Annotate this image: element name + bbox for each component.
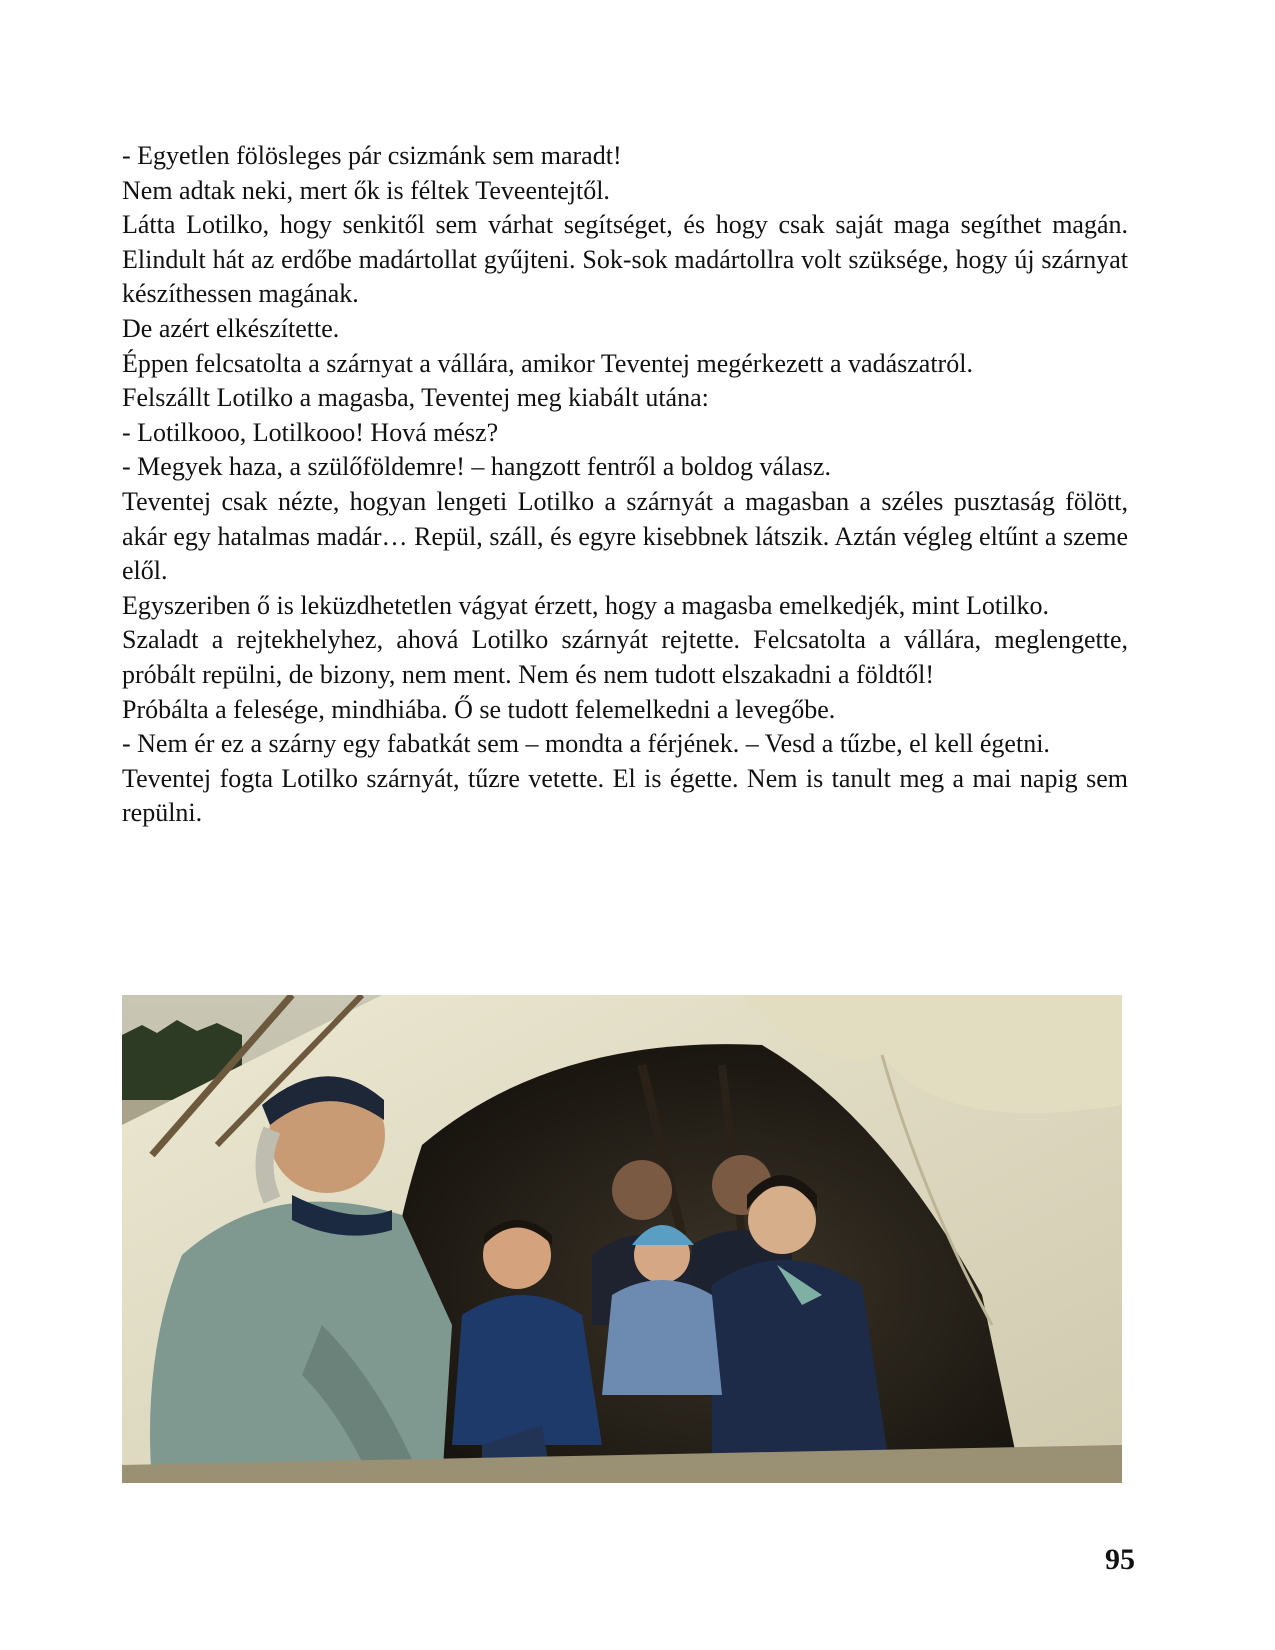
photo-illustration <box>122 995 1122 1483</box>
paragraph: - Nem ér ez a szárny egy fabatkát sem – mondta a férjének. – Vesd a tűzbe, el kell égetni. <box>122 729 1050 759</box>
paragraph: Próbálta a felesége, mindhiába. Ő se tudott felemelkedni a levegőbe. <box>122 694 836 724</box>
paragraph: Szaladt a rejtekhelyhez, ahová Lotilko szárnyát rejtette. Felcsatolta a vállára, meglengette, próbált repülni, de bizony, nem ment. Nem és nem tudott elszakadni a földtől! <box>122 625 1128 689</box>
paragraph: - Egyetlen fölösleges pár csizmánk sem maradt! <box>122 141 622 170</box>
story-text <box>122 139 1128 831</box>
paragraph: Felszállt Lotilko a magasba, Teventej meg kiabált utána: <box>122 383 709 413</box>
paragraph: Nem adtak neki, mert ők is féltek Teveentejtől. <box>122 175 610 205</box>
paragraph: Teventej csak nézte, hogyan lengeti Lotilko a szárnyát a magasban a széles pusztaság fölött, akár egy hatalmas madár… Repül, száll, és egyre kisebbnek látszik. Aztán végleg eltűnt a szeme elől. <box>122 486 1128 586</box>
paragraph: Éppen felcsatolta a szárnyat a vállára, amikor Teventej megérkezett a vadászatról. <box>122 348 973 378</box>
page-number: 95 <box>1105 1543 1135 1576</box>
paragraph: - Lotilkooo, Lotilkooo! Hová mész? <box>122 417 499 447</box>
family-tent-photo <box>122 995 1122 1483</box>
paragraph: Egyszeriben ő is leküzdhetetlen vágyat érzett, hogy a magasba emelkedjék, mint Lotilko. <box>122 590 1050 620</box>
paragraph: Látta Lotilko, hogy senkitől sem várhat segítséget, és hogy csak saját maga segíthet magán. Elindult hát az erdőbe madártollat gyűjteni. Sok-sok madártollra volt szüksége, hogy új szárnyat készíthessen magának. <box>122 210 1128 309</box>
paragraph: Teventej fogta Lotilko szárnyát, tűzre vetette. El is égette. Nem is tanult meg a mai napig sem repülni. <box>122 763 1128 828</box>
paragraph: De azért elkészítette. <box>122 313 340 343</box>
paragraph: - Megyek haza, a szülőföldemre! – hangzott fentről a boldog válasz. <box>122 452 831 482</box>
